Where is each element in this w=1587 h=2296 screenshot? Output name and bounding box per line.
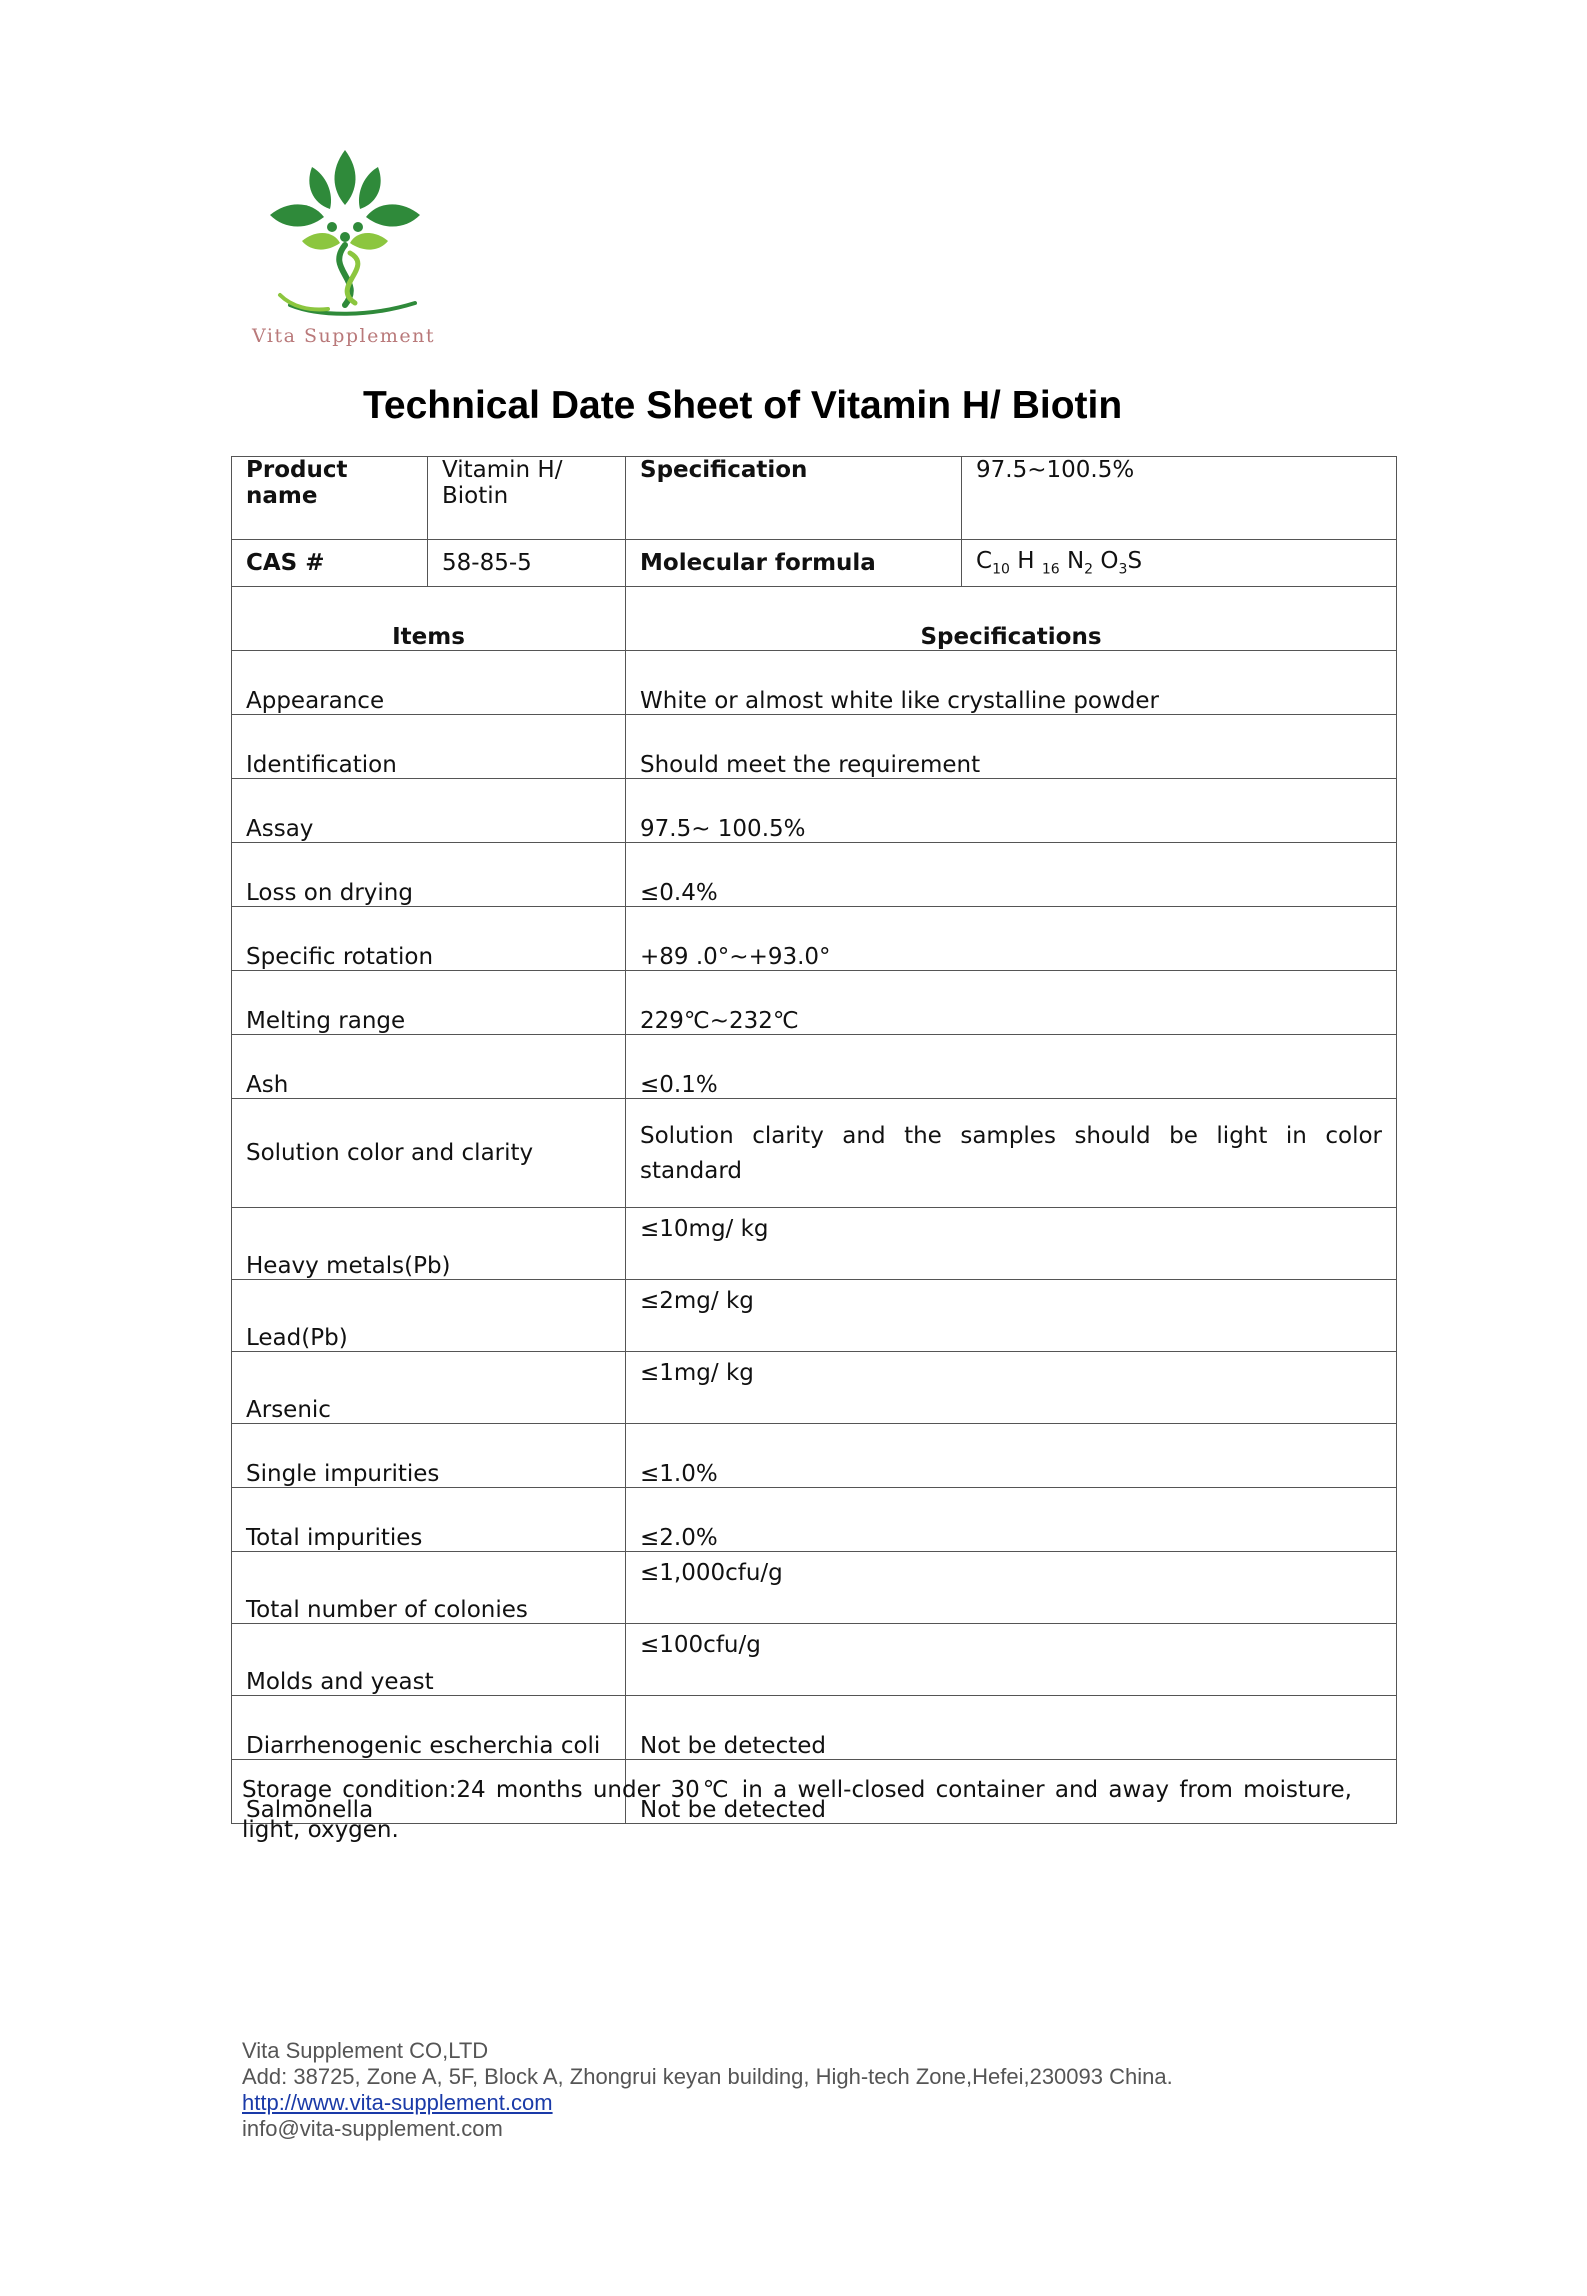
item-name: Melting range <box>232 971 626 1035</box>
website-link[interactable]: http://www.vita-supplement.com <box>242 2090 553 2115</box>
table-row <box>232 1696 1397 1760</box>
table-row <box>232 1035 1397 1099</box>
item-name: Appearance <box>232 651 626 715</box>
cas-label: CAS # <box>232 540 428 587</box>
item-name: Molds and yeast <box>232 1624 626 1696</box>
table-row <box>232 971 1397 1035</box>
footer <box>242 2038 1173 2142</box>
company-address: Add: 38725, Zone A, 5F, Block A, Zhongrui keyan building, High-tech Zone,Hefei,230093 China. <box>242 2064 1173 2089</box>
item-spec: ≤0.1% <box>626 1035 1397 1099</box>
item-name: Lead(Pb) <box>232 1280 626 1352</box>
item-spec: ≤100cfu/g <box>626 1624 1397 1696</box>
table-row <box>232 1208 1397 1280</box>
table-row <box>232 1424 1397 1488</box>
table-row <box>232 1624 1397 1696</box>
table-row <box>232 907 1397 971</box>
table-row <box>232 843 1397 907</box>
item-spec: ≤1,000cfu/g <box>626 1552 1397 1624</box>
item-spec: ≤2mg/ kg <box>626 1280 1397 1352</box>
item-name: Ash <box>232 1035 626 1099</box>
item-spec: Should meet the requirement <box>626 715 1397 779</box>
item-spec: 229℃~232℃ <box>626 971 1397 1035</box>
item-spec: ≤1.0% <box>626 1424 1397 1488</box>
item-name: Loss on drying <box>232 843 626 907</box>
item-name: Specific rotation <box>232 907 626 971</box>
item-name: Identification <box>232 715 626 779</box>
item-spec: White or almost white like crystalline powder <box>626 651 1397 715</box>
product-name-value: Vitamin H/ Biotin <box>428 457 626 540</box>
molecular-formula-label: Molecular formula <box>626 540 962 587</box>
item-spec: +89 .0°~+93.0° <box>626 907 1397 971</box>
item-name: Diarrhenogenic escherchia coli <box>232 1696 626 1760</box>
item-name: Heavy metals(Pb) <box>232 1208 626 1280</box>
item-spec: 97.5~ 100.5% <box>626 779 1397 843</box>
logo-text: Vita Supplement <box>252 325 435 347</box>
table-row <box>232 1352 1397 1424</box>
company-logo <box>240 145 470 360</box>
items-header: Items <box>232 587 626 651</box>
table-row <box>232 779 1397 843</box>
item-spec: ≤10mg/ kg <box>626 1208 1397 1280</box>
item-name: Solution color and clarity <box>232 1099 626 1208</box>
item-name: Salmonella <box>232 1760 626 1824</box>
item-name: Assay <box>232 779 626 843</box>
specification-label: Specification <box>626 457 962 540</box>
molecular-formula-value: $C_{10}$ H $_{16}$ $N_2$ $O_3S$ <box>962 540 1397 587</box>
table-row <box>232 1099 1397 1208</box>
item-spec: Not be detected <box>626 1696 1397 1760</box>
item-spec: ≤1mg/ kg <box>626 1352 1397 1424</box>
item-name: Total number of colonies <box>232 1552 626 1624</box>
item-spec: ≤2.0% <box>626 1488 1397 1552</box>
item-spec: Not be detected <box>626 1760 1397 1824</box>
spec-table <box>231 456 1397 1824</box>
item-spec: ≤0.4% <box>626 843 1397 907</box>
item-spec: Solution clarity and the samples should be light in color standard <box>626 1099 1397 1208</box>
table-row <box>232 715 1397 779</box>
company-name: Vita Supplement CO,LTD <box>242 2038 489 2063</box>
item-name: Total impurities <box>232 1488 626 1552</box>
storage-condition: Storage condition:24 months under 30℃ in a well-closed container and away from moisture, light, oxygen. <box>242 1777 1352 1843</box>
specifications-header: Specifications <box>626 587 1397 651</box>
product-name-label: Product name <box>232 457 428 540</box>
specification-value: 97.5~100.5% <box>962 457 1397 540</box>
table-row <box>232 1280 1397 1352</box>
leaf-tree-icon <box>250 145 440 325</box>
table-row <box>232 651 1397 715</box>
item-name: Single impurities <box>232 1424 626 1488</box>
item-name: Arsenic <box>232 1352 626 1424</box>
table-row <box>232 1552 1397 1624</box>
table-row <box>232 1488 1397 1552</box>
cas-value: 58-85-5 <box>428 540 626 587</box>
company-email[interactable]: info@vita-supplement.com <box>242 2116 503 2141</box>
page-title: Technical Date Sheet of Vitamin H/ Biotin <box>363 384 1123 427</box>
